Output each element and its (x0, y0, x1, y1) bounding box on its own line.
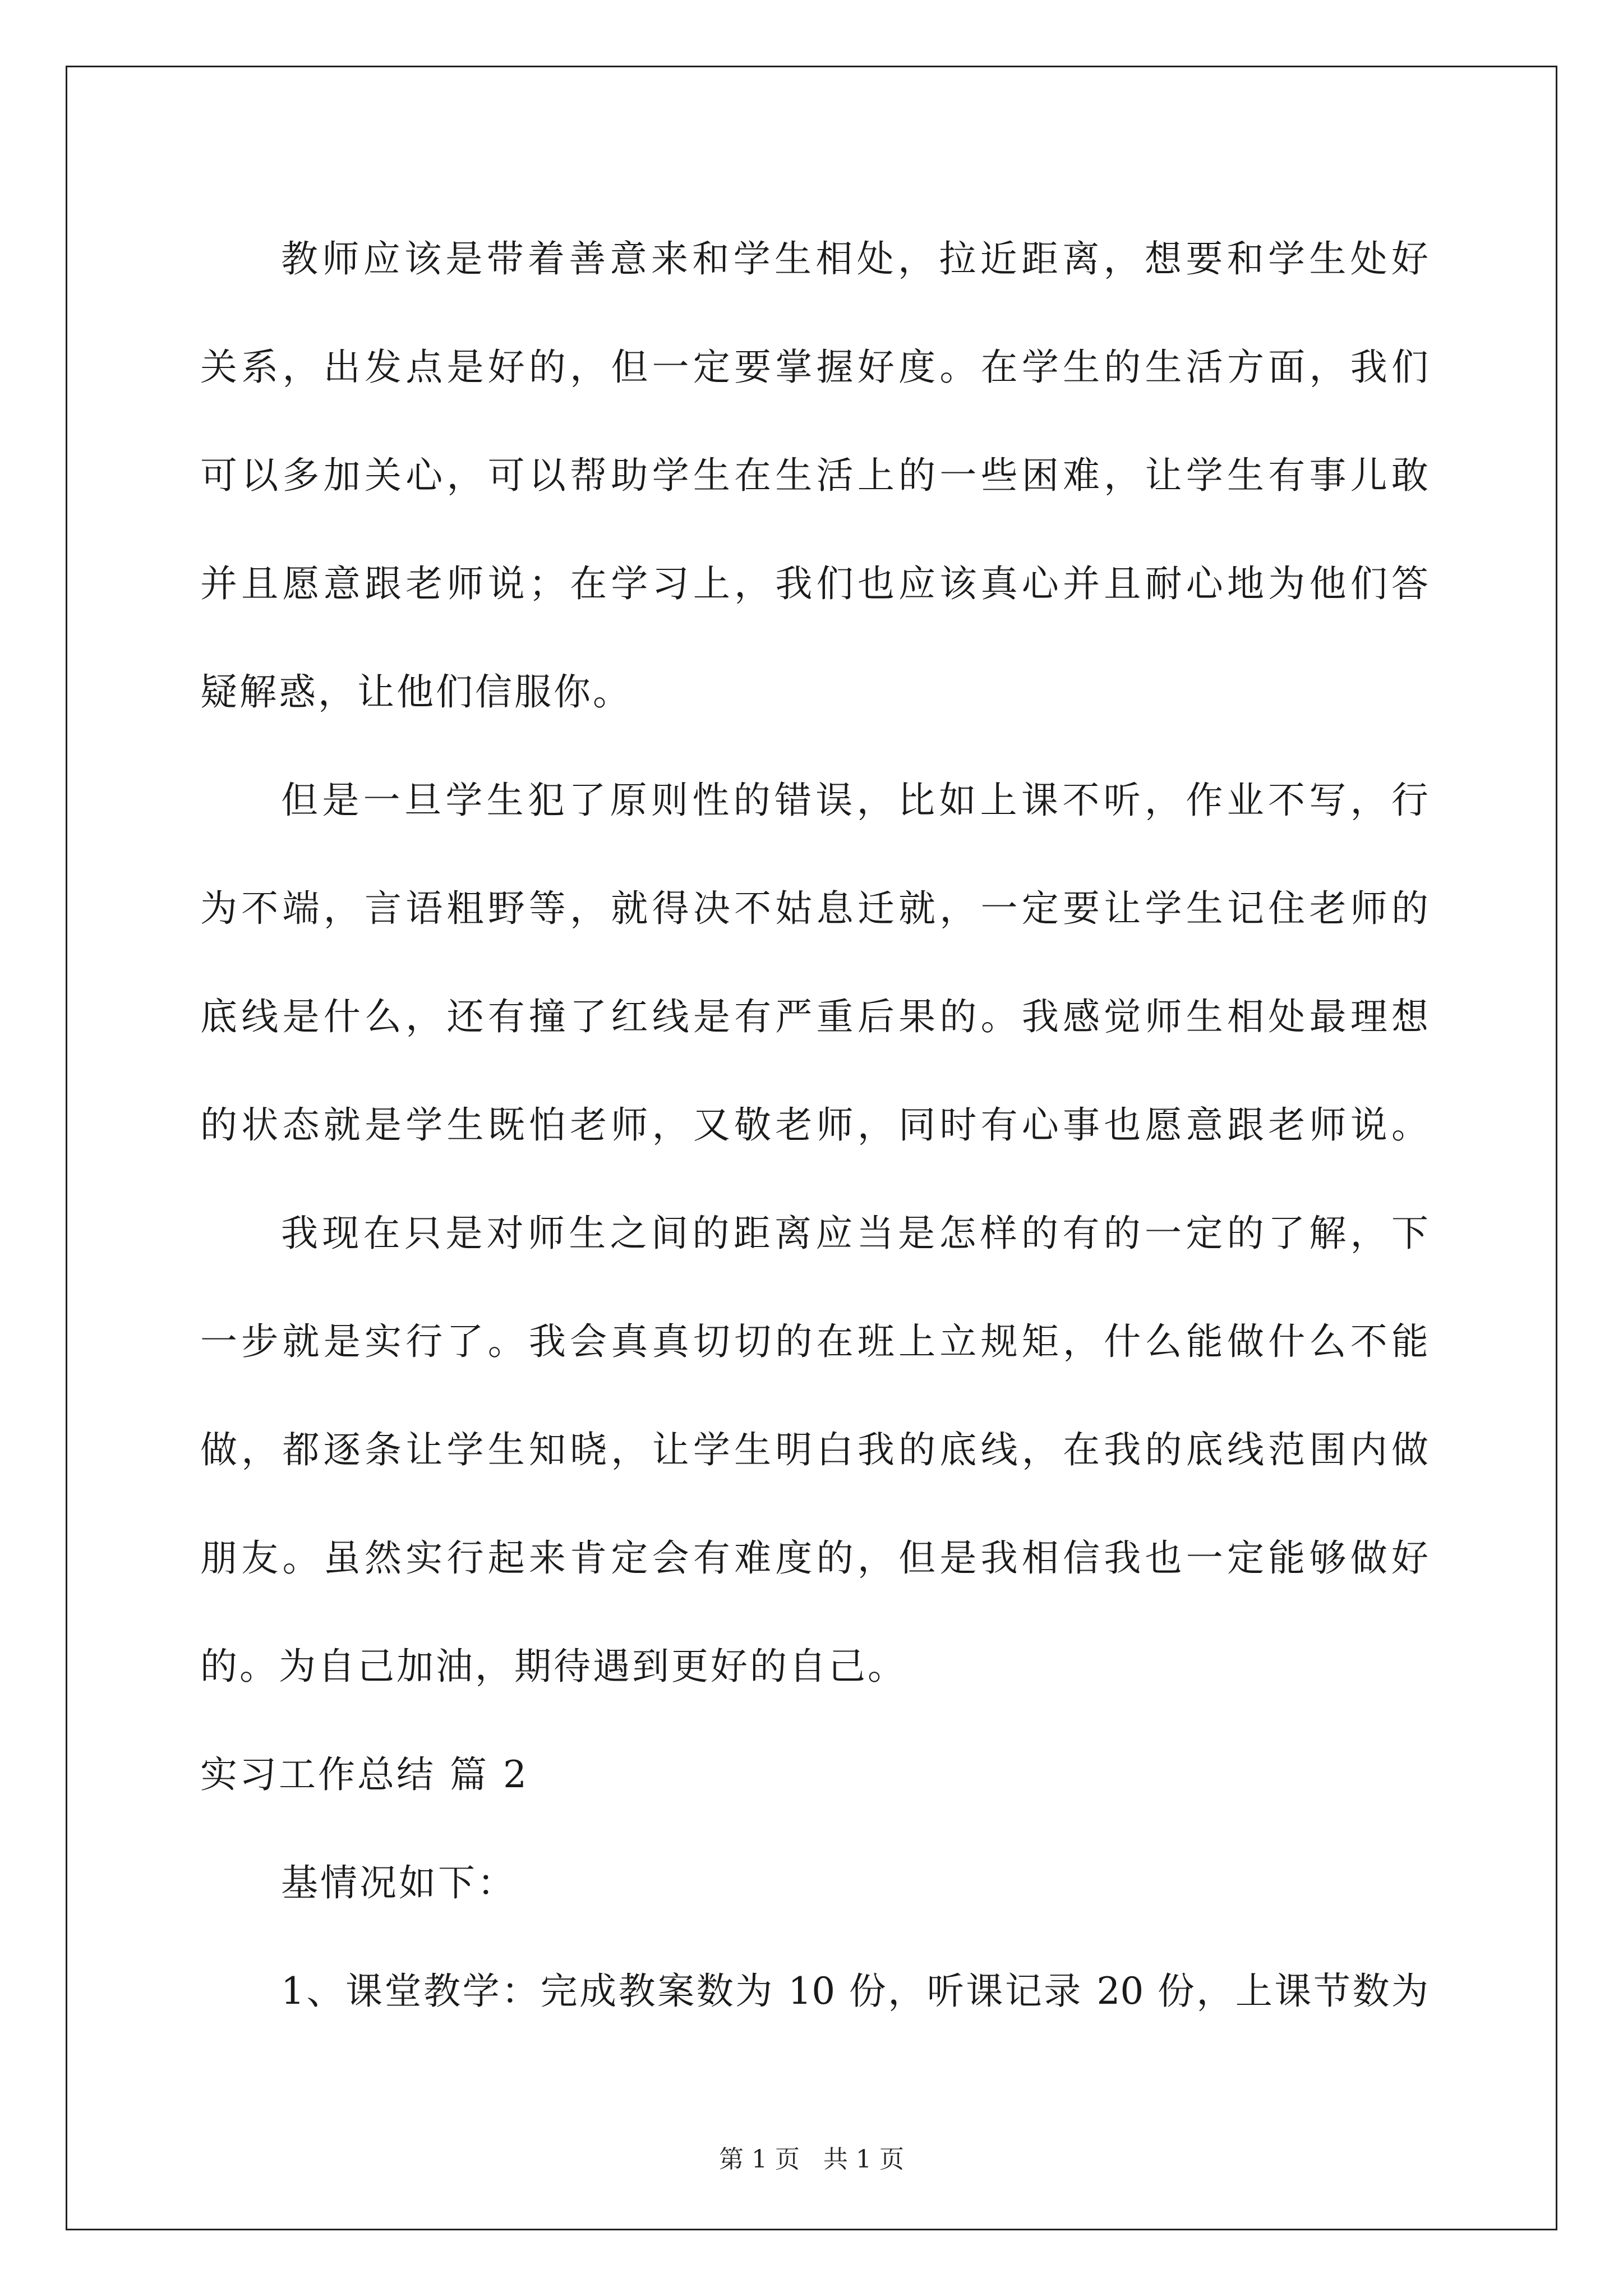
paragraph-3-line-3: 做，都逐条让学生知晓，让学生明白我的底线，在我的底线范围内做 (200, 1428, 1428, 1471)
paragraph-3-line-1: 我现在只是对师生之间的距离应当是怎样的有的一定的了解，下 (281, 1212, 1428, 1255)
paragraph-2-line-4: 的状态就是学生既怕老师，又敬老师，同时有心事也愿意跟老师说。 (200, 1103, 1428, 1147)
paragraph-4-line-1: 基情况如下： (281, 1861, 517, 1904)
paragraph-1-line-4: 并且愿意跟老师说；在学习上，我们也应该真心并且耐心地为他们答 (200, 562, 1428, 605)
paragraph-1-line-2: 关系，出发点是好的，但一定要掌握好度。在学生的生活方面，我们 (200, 346, 1428, 389)
page-number-total: 共 1 页 (823, 2145, 904, 2174)
paragraph-5-line-1: 1、课堂教学：完成教案数为 10 份，听课记录 20 份，上课节数为 (281, 1970, 1428, 2013)
paragraph-2-line-2: 为不端，言语粗野等，就得决不姑息迁就，一定要让学生记住老师的 (200, 887, 1428, 930)
paragraph-3-line-2: 一步就是实行了。我会真真切切的在班上立规矩，什么能做什么不能 (200, 1320, 1428, 1363)
page-footer (0, 2143, 1623, 2177)
paragraph-1-line-1: 教师应该是带着善意来和学生相处，拉近距离，想要和学生处好 (281, 237, 1428, 280)
page-number-current: 第 1 页 (719, 2145, 800, 2174)
section-heading: 实习工作总结 篇 2 (200, 1753, 529, 1796)
paragraph-3-line-5: 的。为自己加油，期待遇到更好的自己。 (200, 1645, 907, 1688)
paragraph-3-line-4: 朋友。虽然实行起来肯定会有难度的，但是我相信我也一定能够做好 (200, 1536, 1428, 1580)
paragraph-2-line-3: 底线是什么，还有撞了红线是有严重后果的。我感觉师生相处最理想 (200, 995, 1428, 1038)
paragraph-1-line-3: 可以多加关心，可以帮助学生在生活上的一些困难，让学生有事儿敢 (200, 454, 1428, 497)
document-body (200, 205, 1428, 2045)
paragraph-2-line-1: 但是一旦学生犯了原则性的错误，比如上课不听，作业不写，行 (281, 779, 1428, 822)
paragraph-1-line-5: 疑解惑，让他们信服你。 (200, 670, 632, 714)
